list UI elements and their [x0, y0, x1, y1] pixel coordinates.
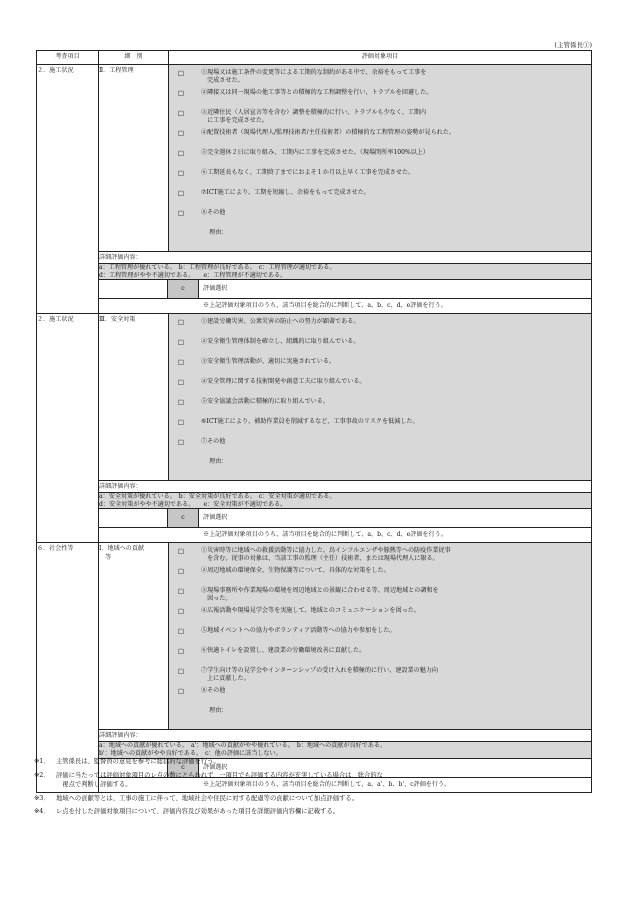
evaluation-cell	[99, 509, 592, 543]
list-item	[169, 547, 591, 565]
list-item	[169, 338, 591, 352]
legend-row	[37, 742, 592, 758]
detail-row	[37, 730, 592, 742]
legend-line: b'：地域への貢献がやや良好である。 c：他の評価に該当しない。	[99, 749, 282, 757]
list-item	[169, 647, 591, 661]
evaluation-legend	[99, 493, 592, 509]
evaluation-row	[37, 280, 592, 314]
item-text: ⑤地域イベントへの協力やボランティア活動等への協力や参加をした。	[201, 627, 396, 635]
section-category: ２．施工状況	[37, 65, 99, 314]
section-subcategory: Ⅰ．地域への貢献 等	[99, 543, 169, 730]
item-text: ③現場事務所や作業現場の環境を周辺地域との景観に合わせる等、周辺地域との調和を 図った。	[201, 587, 439, 603]
detail-row	[37, 252, 592, 264]
evaluation-label: 評価選択	[203, 514, 228, 522]
evaluation-value[interactable]: c	[167, 509, 199, 527]
evaluation-spacer	[99, 509, 167, 527]
footnote-key: ※3．	[34, 794, 50, 802]
list-item	[169, 607, 591, 621]
checkbox[interactable]: □	[177, 378, 185, 387]
section-items	[169, 65, 592, 252]
header-subcategory: 細 別	[99, 51, 169, 65]
legend-line: a：工程管理が優れている。 b：工程管理が良好である。 c：工程管理が適切である。	[99, 264, 336, 271]
legend-line: d：工程管理がやや不適切である。 e：工程管理が不適切である。	[99, 271, 287, 279]
item-list	[169, 65, 591, 251]
item-text: ②周辺地域の環境保全、生物保護等について、具体的な対策をした。	[201, 567, 390, 575]
checkbox[interactable]: □	[177, 647, 185, 656]
evaluation-row	[37, 509, 592, 543]
item-text: ①現場又は施工条件の変更等による工期的な制約がある中で、余裕をもって工事を 完成させた。	[201, 69, 427, 84]
detail-label[interactable]: 詳細評価内容：	[99, 252, 592, 264]
legend-row	[37, 264, 592, 280]
checkbox[interactable]: □	[177, 318, 185, 327]
evaluation-note: ※上記評価対象項目のうち、該当項目を総合的に判断して、a、b、c、d、e評価を行う。	[203, 302, 447, 310]
checkbox[interactable]: □	[177, 567, 185, 576]
table-body	[37, 65, 592, 793]
evaluation-select-row	[99, 509, 591, 528]
list-item	[169, 169, 591, 183]
item-text: ⑤完全週休２日に取り組み、工期内に工事を完成させた。（現場閉所率100%以上）	[201, 149, 430, 156]
footnote-text: レ点を付した評価対象項目について、評価内容及び効果があった項目を詳細評価内容欄に記載する。	[56, 808, 340, 816]
list-item	[169, 378, 591, 392]
legend-line: d：安全対策がやや不適切である。 e：安全対策が不適切である。	[99, 500, 287, 508]
header-items: 評価対象項目	[169, 51, 592, 65]
checkbox[interactable]: □	[177, 438, 185, 447]
item-text: ④広報活動や現場見学会等を実施して、地域とのコミュニケーションを図った。	[201, 607, 420, 615]
detail-label[interactable]: 詳細評価内容：	[99, 481, 592, 493]
checkbox[interactable]: □	[177, 547, 185, 556]
section-row	[37, 314, 592, 481]
item-text: ⑧その他	[201, 687, 226, 695]
evaluation-cell	[99, 280, 592, 314]
checkbox[interactable]: □	[177, 358, 185, 367]
checkbox[interactable]: □	[177, 169, 185, 177]
section-items	[169, 543, 592, 730]
evaluation-value[interactable]: c	[167, 759, 199, 777]
checkbox[interactable]: □	[177, 189, 185, 197]
evaluation-spacer	[99, 280, 167, 298]
section-category: ２．施工状況	[37, 314, 99, 543]
header-category: 考査項目	[37, 51, 99, 65]
item-text: ⑤安全協議会活動に積極的に取り組んでいる。	[201, 398, 329, 406]
section-subcategory: Ⅱ．工程管理	[99, 65, 169, 252]
item-text: ④安全管理に関する技術開発や創意工夫に取り組んでいる。	[201, 378, 366, 386]
footnote	[34, 757, 594, 766]
evaluation-table	[36, 50, 592, 793]
checkbox[interactable]: □	[177, 149, 185, 157]
evaluation-label: 評価選択	[203, 763, 228, 771]
checkbox[interactable]: □	[177, 209, 185, 217]
reason-label: 理由：	[209, 707, 228, 715]
section-subcategory: Ⅲ．安全対策	[99, 314, 169, 481]
checkbox[interactable]: □	[177, 687, 185, 696]
checkbox[interactable]: □	[177, 69, 185, 77]
evaluation-note: ※上記評価対象項目のうち、該当項目を総合的に判断して、a、b、c、d、e評価を行う。	[203, 531, 447, 539]
reason-row	[169, 458, 591, 472]
reason-row	[169, 707, 591, 721]
item-text: ⑥快適トイレを設置し、建設業の労働環境改善に貢献した。	[201, 647, 366, 655]
checkbox[interactable]: □	[177, 418, 185, 427]
checkbox[interactable]: □	[177, 89, 185, 97]
list-item	[169, 438, 591, 452]
list-item	[169, 358, 591, 372]
legend-row	[37, 493, 592, 509]
list-item	[169, 189, 591, 203]
item-list	[169, 314, 591, 480]
item-list	[169, 543, 591, 729]
list-item	[169, 129, 591, 143]
list-item	[169, 109, 591, 127]
detail-label[interactable]: 詳細評価内容：	[99, 730, 592, 742]
evaluation-select-row	[99, 280, 591, 299]
footnote-text: 地域への貢献等とは、工事の施工に伴って、地域社会や住民に対する配慮等の貢献について加点評価する。	[56, 794, 358, 802]
footnote-key: ※2．	[34, 771, 50, 779]
item-text: ⑥ICT施工により、補助作業員を削減するなど、工事事故のリスクを低減した。	[201, 418, 419, 426]
reason-label: 理由：	[209, 229, 228, 236]
checkbox[interactable]: □	[177, 398, 185, 407]
checkbox[interactable]: □	[177, 667, 185, 676]
footnote-text: 評価に当たっては評価対象項目のレ点の数にとらわれず、一項目でも評価する内容が充実している場合は、総合的な 視点で判断し評価する。	[56, 771, 383, 788]
list-item	[169, 687, 591, 701]
evaluation-legend	[99, 264, 592, 280]
item-text: ①災害時等に地域への救援活動等に協力した。鳥インフルエンザや豚熱等への防疫作業従事 を含む。従事の対象は、当該工事の監理（主任）技術者、または現場代理人に限る。	[201, 547, 451, 563]
item-text: ③近隣住民（人居宣言等を含む）調整を積極的に行い、トラブルも少なく、工期内 に工事を完成させた。	[201, 109, 427, 124]
checkbox[interactable]: □	[177, 129, 185, 137]
list-item	[169, 209, 591, 223]
checkbox[interactable]: □	[177, 338, 185, 347]
checkbox[interactable]: □	[177, 627, 185, 636]
list-item	[169, 627, 591, 641]
list-item	[169, 398, 591, 412]
list-item	[169, 149, 591, 163]
list-item	[169, 89, 591, 103]
item-text: ①建設労働災害、公衆災害の防止への努力が顕著である。	[201, 318, 360, 326]
section-row	[37, 543, 592, 730]
footnote-key: ※4．	[34, 808, 50, 816]
list-item	[169, 318, 591, 332]
item-text: ⑥工期延長もなく、工期終了までにおよそ１か月以上早く工事を完成させた。	[201, 169, 415, 176]
item-text: ⑦その他	[201, 438, 226, 446]
checkbox[interactable]: □	[177, 109, 185, 117]
item-text: ④配置技術者（現場代理人/監理技術者/主任技術者）の積極的な工程管理の姿勢が見られた。	[201, 129, 455, 136]
evaluation-value[interactable]: c	[167, 280, 199, 298]
checkbox[interactable]: □	[177, 587, 185, 596]
list-item	[169, 587, 591, 605]
item-text: ②安全衛生管理体制を確立し、組織的に取り組んでいる。	[201, 338, 360, 346]
item-text: ⑧その他	[201, 209, 226, 216]
footnote	[34, 771, 594, 790]
footnotes	[34, 757, 594, 821]
table-header-row	[37, 51, 592, 65]
evaluation-legend	[99, 742, 592, 758]
evaluation-note: ※上記評価対象項目のうち、該当項目を総合的に判断して、a、a'、b、b'、c評価を行う。	[203, 780, 451, 788]
list-item	[169, 69, 591, 87]
list-item	[169, 418, 591, 432]
list-item	[169, 567, 591, 581]
reason-row	[169, 229, 591, 243]
section-items	[169, 314, 592, 481]
section-category: ６．社会性等	[37, 543, 99, 792]
legend-line: a：安全対策が優れている。 b：安全対策が良好である。 c：安全対策が適切である。	[99, 493, 336, 501]
item-text: ⑦ICT施工により、工期を短縮し、余裕をもって完成させた。	[201, 189, 370, 196]
footnote	[34, 794, 594, 803]
item-text: ②隣接又は同一現場の他工事等との積極的な工程調整を行い、トラブルを回避した。	[201, 89, 433, 96]
list-item	[169, 667, 591, 685]
page-label: (主管係長①)	[554, 41, 592, 49]
footnote-key: ※1．	[34, 758, 50, 765]
evaluation-label: 評価選択	[203, 285, 228, 293]
legend-line: a：地域への貢献が優れている。 a'：地域への貢献がやや優れている。 b：地域への貢献が良好である。	[99, 742, 387, 750]
detail-row	[37, 481, 592, 493]
item-text: ⑦学生向け等の見学会やインターンシップの受け入れを積極的に行い、建設業の魅力向 上に貢献した。	[201, 667, 439, 683]
checkbox[interactable]: □	[177, 607, 185, 616]
section-row	[37, 65, 592, 252]
reason-label: 理由：	[209, 458, 228, 466]
footnote-text: 主管係長は、監督員の意見を参考に総括的な評価を行う。	[56, 758, 220, 765]
item-text: ③安全衛生管理活動が、適切に実施されている。	[201, 358, 336, 366]
footnote	[34, 807, 594, 816]
